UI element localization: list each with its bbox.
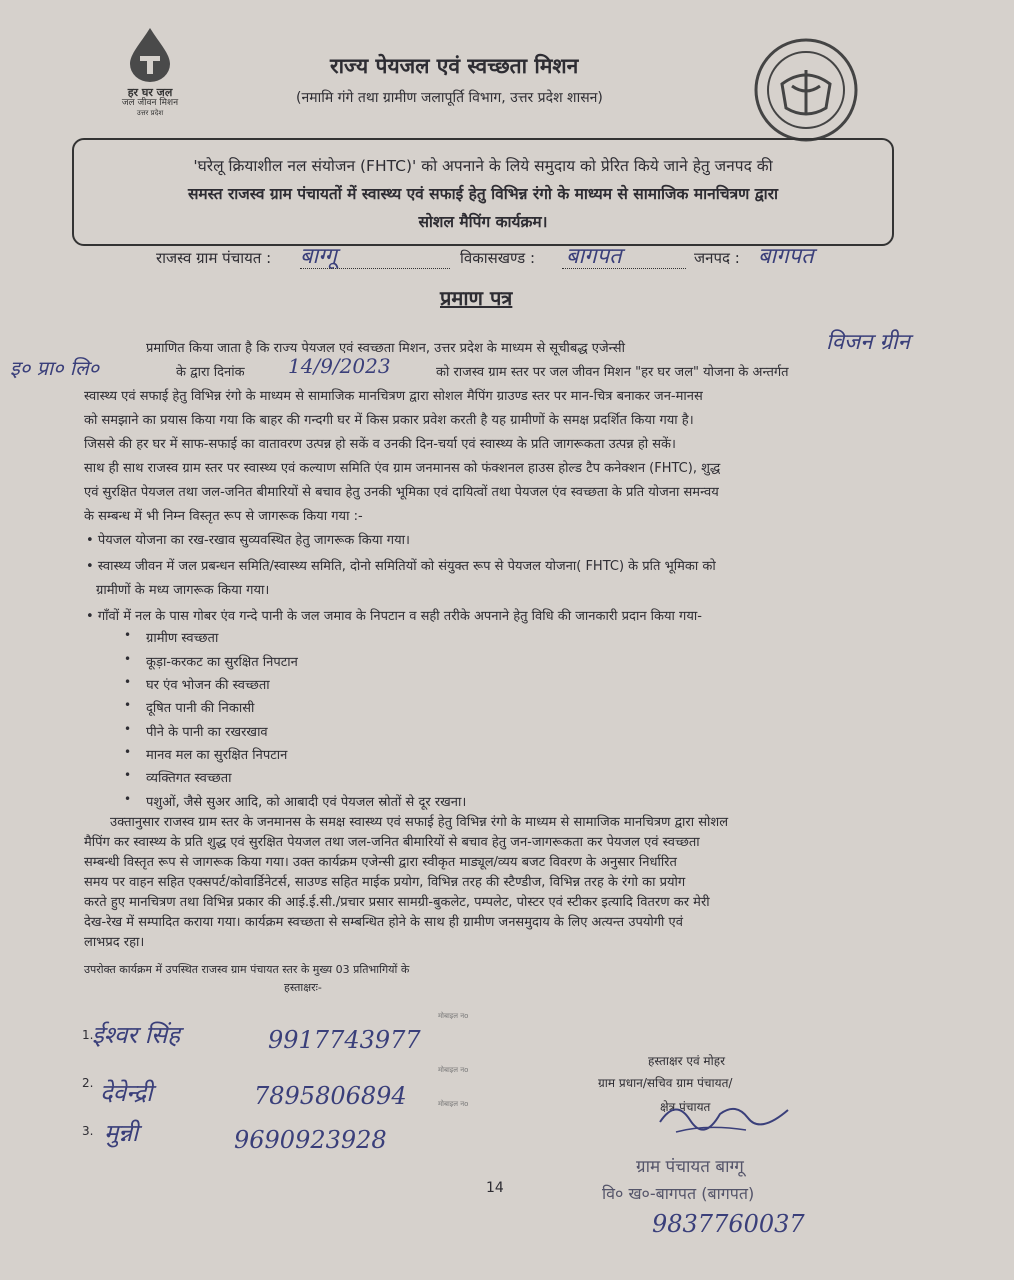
panchayat-label: राजस्व ग्राम पंचायत : — [156, 249, 272, 267]
participant-name: मुन्नी — [104, 1119, 139, 1147]
stamp-line-1: ग्राम पंचायत बाग्गू — [636, 1157, 744, 1177]
body-line-7: एवं सुरक्षित पेयजल तथा जल-जनित बीमारियों से बचाव हेतु उनकी भूमिका एवं दायित्वों तथा पेयजल एंव स्वच्छता के प्रति योजना समन्वय — [84, 485, 719, 500]
participant-row-3 — [82, 1100, 502, 1156]
page-number: 14 — [486, 1180, 504, 1196]
signatory-label-1: हस्ताक्षर एवं मोहर — [648, 1054, 726, 1068]
block-label: विकासखण्ड : — [460, 249, 536, 267]
point-1: • पेयजल योजना का रख-रखाव सुव्यवस्थित हेतु जागरूक किया गया। — [86, 533, 410, 548]
water-drop-icon — [100, 24, 200, 84]
logo-line-3: उत्तर प्रदेश — [136, 109, 164, 117]
logo-line-1: हर घर जल — [127, 86, 173, 99]
sub-point-5: • पीने के पानी का रखरखाव — [124, 722, 268, 740]
participant-mobile: 9917743977 — [268, 1026, 421, 1054]
block-dotted-line — [562, 268, 686, 269]
body-line-2a: के द्वारा दिनांक — [176, 365, 245, 380]
block-value: बागपत — [566, 244, 622, 269]
participant-mobile: 9690923928 — [234, 1126, 387, 1154]
point-2: • स्वास्थ्य जीवन में जल प्रबन्धन समिति/स्वास्थ्य समिति, दोनो समितियों को संयुक्त रूप से पेयजल योजना( FHTC) के प्रति भूमिका को — [86, 559, 716, 574]
pradhan-signature — [656, 1092, 796, 1140]
program-title-box — [72, 138, 894, 246]
sub-point-2: • कूड़ा-करकट का सुरक्षित निपटान — [124, 652, 298, 670]
district-value: बागपत — [758, 244, 814, 269]
participant-number: 1. — [82, 1028, 94, 1042]
point-3: • गाँवों में नल के पास गोबर एंव गन्दे पानी के जल जमाव के निपटान व सही तरीके अपनाने हेतु विधि की जानकारी प्रदान किया गया- — [86, 609, 702, 624]
program-date-handwritten: 14/9/2023 — [288, 354, 391, 378]
sub-point-6: • मानव मल का सुरक्षित निपटान — [124, 745, 288, 763]
sub-point-1-text: ग्रामीण स्वच्छता — [146, 631, 219, 646]
point-3-text: गाँवों में नल के पास गोबर एंव गन्दे पानी के जल जमाव के निपटान व सही तरीके अपनाने हेतु विधि की जानकारी प्रदान किया गया- — [97, 609, 702, 624]
sub-point-7: • व्यक्तिगत स्वच्छता — [124, 768, 232, 786]
mobile-label: मोबाइल नo — [438, 1066, 469, 1074]
sub-point-6-text: मानव मल का सुरक्षित निपटान — [146, 748, 288, 763]
sub-point-8-text: पशुओं, जैसे सुअर आदि, को आबादी एवं पेयजल स्रोतों से दूर रखना। — [146, 795, 467, 810]
agency-name-handwritten: विजन ग्रीन — [826, 330, 910, 355]
logo-line-2: जल जीवन मिशन — [121, 98, 179, 108]
participants-intro-1: उपरोक्त कार्यक्रम में उपस्थित राजस्व ग्राम पंचायत स्तर के मुख्य 03 प्रतिभागियों के — [84, 963, 410, 976]
point-2-cont: ग्रामीणों के मध्य जागरूक किया गया। — [96, 583, 270, 598]
certificate-title: प्रमाण पत्र — [440, 286, 513, 310]
sub-point-2-text: कूड़ा-करकट का सुरक्षित निपटान — [146, 655, 298, 670]
participant-row-1 — [82, 1012, 502, 1056]
participant-number: 3. — [82, 1124, 94, 1138]
conclusion-line-4: समय पर वाहन सहित एक्सपर्ट/कोवार्डिनेटर्स, साउण्ड सहित माईक प्रयोग, विभिन्न तरह की स्टैण्डीज, विभिन्न तरह के रंगो का प्रयोग — [84, 875, 686, 890]
agency-prefix-handwritten: इ० प्रा० लि० — [10, 356, 100, 380]
sub-point-5-text: पीने के पानी का रखरखाव — [146, 725, 268, 740]
mobile-label: मोबाइल नo — [438, 1012, 469, 1020]
sub-point-3: • घर एंव भोजन की स्वच्छता — [124, 675, 270, 693]
body-line-8: के सम्बन्ध में भी निम्न विस्तृत रूप से जागरूक किया गया :- — [84, 509, 363, 524]
sub-point-3-text: घर एंव भोजन की स्वच्छता — [146, 678, 270, 693]
body-line-1: प्रमाणित किया जाता है कि राज्य पेयजल एवं स्वच्छता मिशन, उत्तर प्रदेश के माध्यम से सूचीबद्ध एजेन्सी — [146, 341, 625, 356]
mission-title: राज्य पेयजल एवं स्वच्छता मिशन — [330, 54, 579, 78]
program-title-line-2: समस्त राजस्व ग्राम पंचायतों में स्वास्थ्य एवं सफाई हेतु विभिन्न रंगो के माध्यम से सामाजिक मानचित्रण द्वारा — [187, 185, 779, 203]
conclusion-line-1: उक्तानुसार राजस्व ग्राम स्तर के जनमानस के समक्ष स्वास्थ्य एवं सफाई हेतु विभिन्न रंगो के माध्यम से सामाजिक मानचित्रण द्वारा सोशल — [110, 815, 729, 830]
point-1-text: पेयजल योजना का रख-रखाव सुव्यवस्थित हेतु जागरूक किया गया। — [97, 533, 410, 548]
participant-name: देवेन्द्री — [100, 1079, 153, 1107]
body-line-6: साथ ही साथ राजस्व ग्राम स्तर पर स्वास्थ्य एवं कल्याण समिति एंव ग्राम जनमानस को फंक्शनल हाउस होल्ड टैप कनेक्शन (FHTC), शुद्ध — [84, 461, 721, 476]
up-government-seal-icon — [752, 36, 860, 144]
participants-intro-2: हस्ताक्षरः- — [284, 981, 322, 994]
conclusion-line-6: देख-रेख में सम्पादित कराया गया। कार्यक्रम स्वच्छता से सम्बन्धित होने के साथ ही ग्रामीण जनसमुदाय के लिए अत्यन्त उपयोगी एवं — [84, 915, 683, 930]
body-line-4: को समझाने का प्रयास किया गया कि बाहर की गन्दगी घर में किस प्रकार प्रवेश करती है यह ग्रामीणों के समक्ष प्रदर्शित किया गया है। — [84, 413, 694, 428]
participant-name: ईश्वर सिंह — [92, 1021, 180, 1049]
program-title-line-3: सोशल मैपिंग कार्यक्रम। — [418, 213, 548, 231]
mission-subtitle: (नमामि गंगे तथा ग्रामीण जलापूर्ति विभाग, उत्तर प्रदेश शासन) — [296, 90, 603, 106]
signatory-label-2: ग्राम प्रधान/सचिव ग्राम पंचायत/ — [598, 1076, 733, 1090]
sub-point-8: • पशुओं, जैसे सुअर आदि, को आबादी एवं पेयजल स्रोतों से दूर रखना। — [124, 792, 467, 810]
panchayat-dotted-line — [300, 268, 450, 269]
conclusion-line-5: करते हुए मानचित्रण तथा विभिन्न प्रकार की आई.ई.सी./प्रचार प्रसार सामग्री-बुकलेट, पम्पलेट, पोस्टर एवं स्टीकर इत्यादि वितरण कर मेरी — [84, 895, 710, 910]
sub-point-4-text: दूषित पानी की निकासी — [146, 701, 255, 716]
jal-jeevan-mission-logo — [100, 24, 200, 117]
panchayat-value: बाग्गू — [300, 244, 337, 269]
point-2-text: स्वास्थ्य जीवन में जल प्रबन्धन समिति/स्वास्थ्य समिति, दोनो समितियों को संयुक्त रूप से पेयजल योजना( FHTC) के प्रति भूमिका को — [97, 559, 716, 574]
conclusion-line-2: मैपिंग कर स्वास्थ्य के प्रति शुद्ध एवं सुरक्षित पेयजल तथा जल-जनित बीमारियों से बचाव हेतु जन-जागरूकता कर पेयजल एवं स्वच्छता — [84, 835, 700, 850]
conclusion-line-3: सम्बन्धी विस्तृत रूप से जागरूक किया गया। उक्त कार्यक्रम एजेन्सी द्वारा स्वीकृत माड्यूल/व्यय बजट विवरण के अनुसार निर्धारित — [84, 855, 677, 870]
stamp-line-2: वि० ख०-बागपत (बागपत) — [602, 1184, 755, 1203]
participant-number: 2. — [82, 1076, 94, 1090]
body-line-3: स्वास्थ्य एवं सफाई हेतु विभिन्न रंगो के माध्यम से सामाजिक मानचित्रण द्वारा सोशल मैपिंग ग्राउण्ड स्तर पर मान-चित्र बनाकर जन-मानस — [84, 389, 703, 404]
sub-point-1: • ग्रामीण स्वच्छता — [124, 628, 219, 646]
body-line-2b: को राजस्व ग्राम स्तर पर जल जीवन मिशन "हर घर जल" योजना के अन्तर्गत — [436, 365, 789, 380]
program-title-line-1: 'घरेलू क्रियाशील नल संयोजन (FHTC)' को अपनाने के लिये समुदाय को प्रेरित किये जाने हेतु जनपद की — [193, 157, 773, 175]
sub-point-4: • दूषित पानी की निकासी — [124, 698, 255, 716]
body-line-5: जिससे की हर घर में साफ-सफाई का वातावरण उत्पन्न हो सकें व उनकी दिन-चर्या एवं स्वास्थ्य के प्रति जागरूकता उत्पन्न हो सकें। — [84, 437, 676, 452]
participant-mobile: 7895806894 — [254, 1082, 407, 1110]
sub-point-7-text: व्यक्तिगत स्वच्छता — [146, 771, 232, 786]
district-label: जनपद : — [694, 249, 740, 267]
mobile-label: मोबाइल नo — [438, 1100, 469, 1108]
conclusion-line-7: लाभप्रद रहा। — [84, 935, 145, 950]
signatory-label-3: क्षेत्र पंचायत — [660, 1100, 711, 1114]
signatory-phone: 9837760037 — [652, 1210, 805, 1238]
